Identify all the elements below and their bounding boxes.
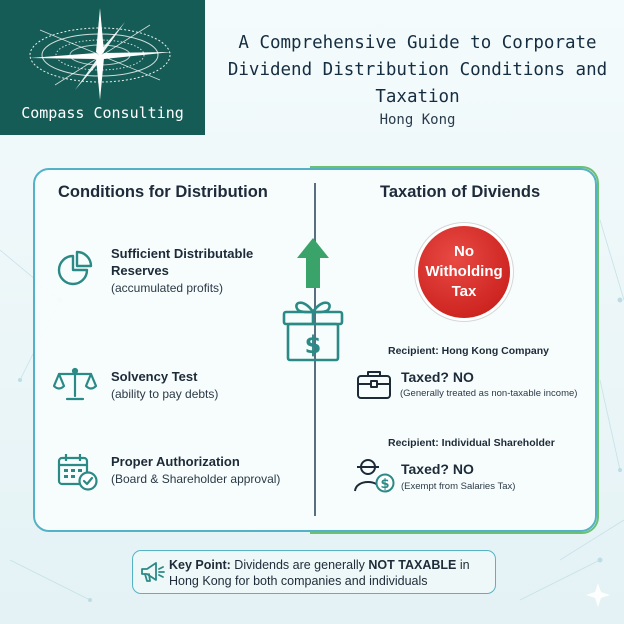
pie-chart-icon [55,248,95,288]
key-point-text-b: in Hong Kong for both companies and individuals [169,558,470,588]
no-withholding-badge [418,226,510,318]
key-point-box [132,550,496,594]
recipient-company-taxed: Taxed? NO [401,369,474,385]
logo-text: Compass Consulting [21,104,184,122]
condition-reserves-sub: (accumulated profits) [111,281,224,295]
up-arrow-icon [296,236,330,290]
scales-icon [53,366,97,402]
conditions-heading: Conditions for Distribution [58,183,268,201]
badge-line-2: Witholding [425,263,503,280]
gift-box-icon [278,294,348,364]
key-point-lead: Key Point: [169,558,231,572]
shareholder-icon [353,457,397,493]
condition-reserves-title-1: Sufficient Distributable [111,246,254,261]
key-point-text-a: Dividends are generally [230,558,369,572]
calendar-check-icon [56,452,100,492]
key-point-emphasis: NOT TAXABLE [368,558,457,572]
key-point-text [169,557,494,589]
taxation-heading: Taxation of Diviends [380,183,541,201]
shareholder-dollar-symbol: $ [380,477,390,492]
logo [0,0,205,135]
recipient-individual-label: Recipient: Individual Shareholder [388,437,555,449]
dollar-symbol: $ [304,331,322,359]
megaphone-icon [139,560,165,584]
condition-solvency-title: Solvency Test [111,369,198,384]
condition-reserves-title-2: Reserves [111,263,169,278]
condition-authorization-title: Proper Authorization [111,454,240,469]
badge-line-3: Tax [451,283,477,300]
recipient-company-label: Recipient: Hong Kong Company [388,345,549,357]
condition-authorization-sub: (Board & Shareholder approval) [111,472,281,486]
condition-solvency-sub: (ability to pay debts) [111,387,219,401]
recipient-company-note: (Generally treated as non-taxable income) [400,388,578,399]
recipient-individual-taxed: Taxed? NO [401,461,474,477]
briefcase-icon [356,368,392,400]
page-subtitle: Hong Kong [379,112,456,128]
page-title: A Comprehensive Guide to Corporate Dividend Distribution Conditions and Taxation [227,33,608,107]
badge-line-1: No [454,243,474,260]
recipient-individual-note: (Exempt from Salaries Tax) [401,481,516,492]
